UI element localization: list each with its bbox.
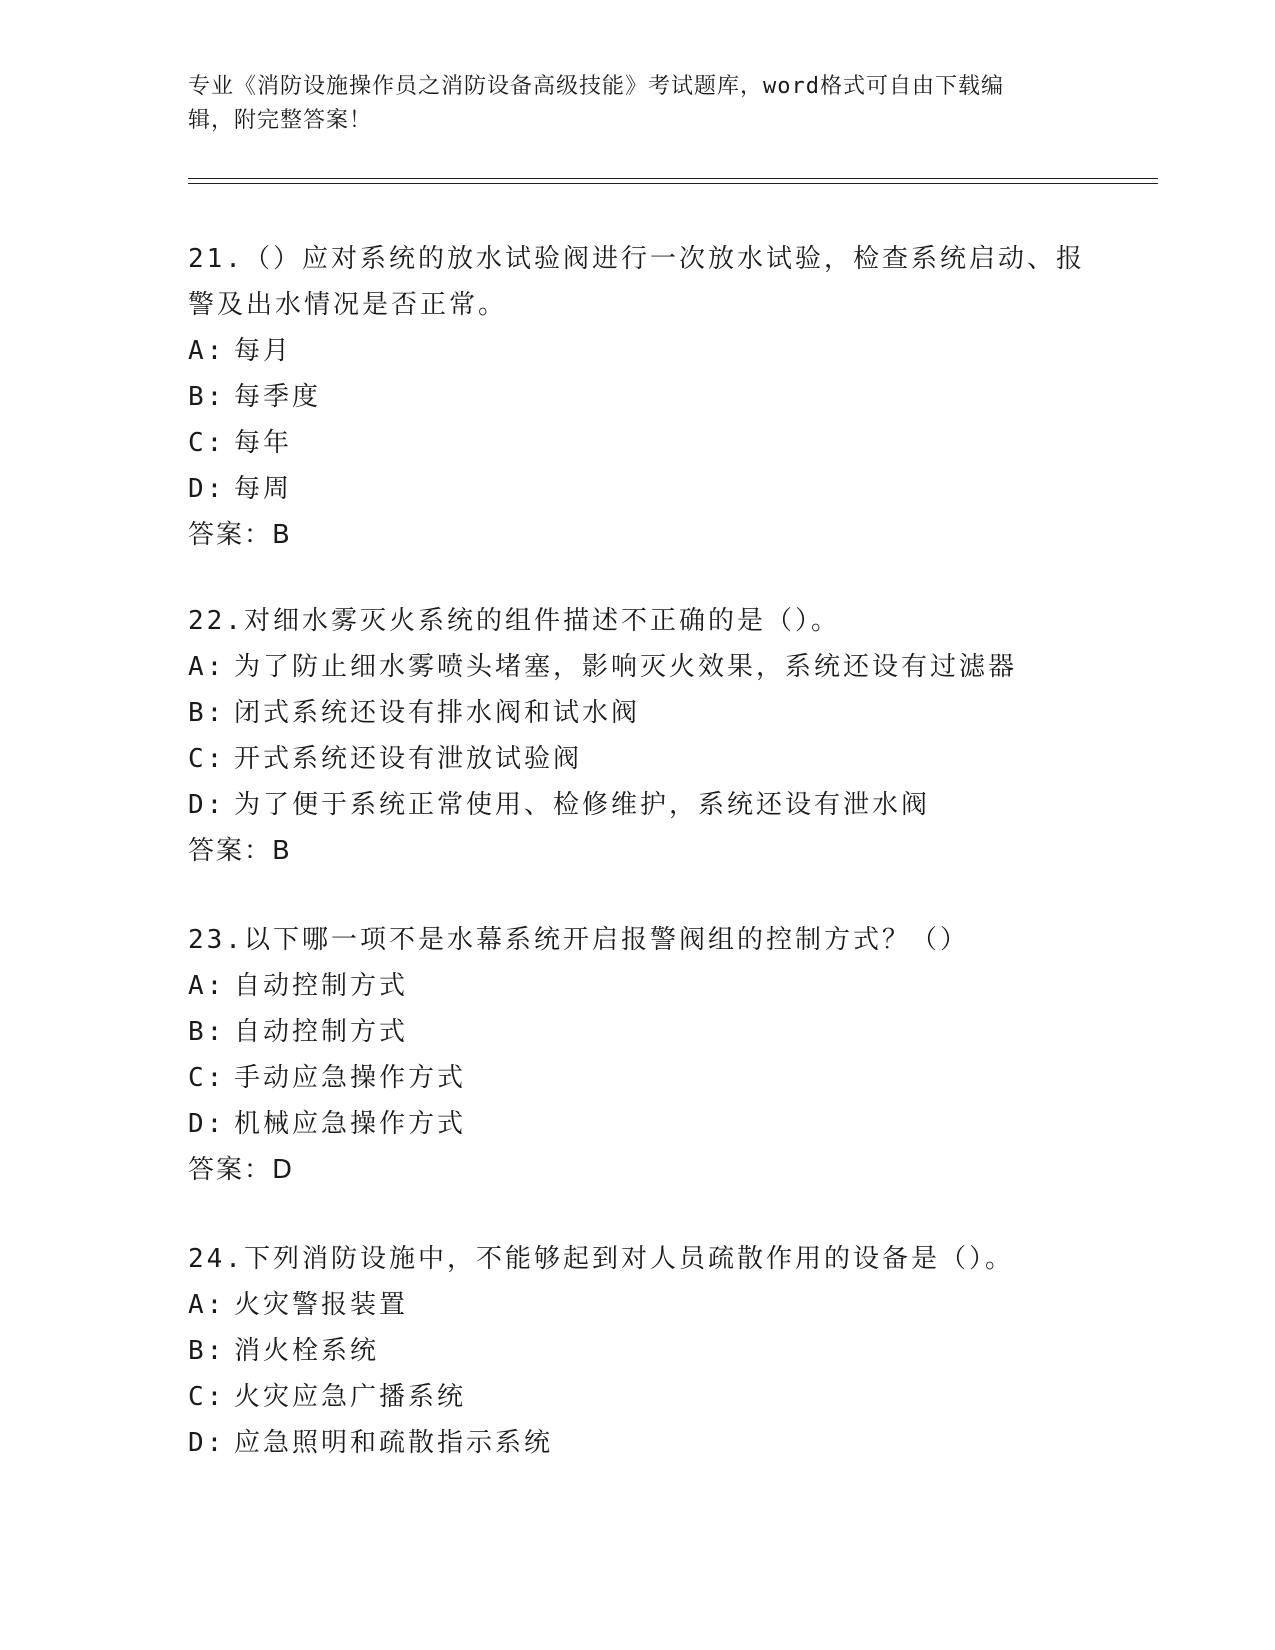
option-text: 每月 xyxy=(234,336,293,366)
option-key: A: xyxy=(188,336,226,366)
header-line-2: 辑，附完整答案！ xyxy=(188,108,373,133)
option-text: 机械应急操作方式 xyxy=(234,1109,467,1139)
answer-line: 答案：D xyxy=(188,1155,295,1185)
option-key: B: xyxy=(188,382,226,412)
option-c xyxy=(188,1055,1088,1101)
option-text: 每周 xyxy=(234,474,293,504)
option-c xyxy=(188,736,1088,782)
option-text: 为了便于系统正常使用、检修维护，系统还设有泄水阀 xyxy=(234,790,931,820)
option-text: 闭式系统还设有排水阀和试水阀 xyxy=(234,698,641,728)
option-b xyxy=(188,1328,1088,1374)
option-text: 每季度 xyxy=(234,382,322,412)
option-key: C: xyxy=(188,1063,226,1093)
option-key: D: xyxy=(188,474,226,504)
option-key: C: xyxy=(188,428,226,458)
option-key: A: xyxy=(188,652,226,682)
question-stem: 24.下列消防设施中，不能够起到对人员疏散作用的设备是（）。 xyxy=(188,1244,1014,1274)
option-text: 火灾应急广播系统 xyxy=(234,1382,467,1412)
option-c xyxy=(188,1374,1088,1420)
question-23 xyxy=(188,917,1088,1193)
document-header xyxy=(188,70,1068,138)
option-text: 应急照明和疏散指示系统 xyxy=(234,1428,554,1458)
answer-line: 答案：B xyxy=(188,836,292,866)
option-text: 自动控制方式 xyxy=(234,1017,409,1047)
question-22 xyxy=(188,598,1088,874)
question-24 xyxy=(188,1236,1088,1466)
option-a xyxy=(188,328,1088,374)
question-stem: 21.（）应对系统的放水试验阀进行一次放水试验，检查系统启动、报 xyxy=(188,244,1085,274)
option-key: B: xyxy=(188,1017,226,1047)
option-c xyxy=(188,420,1088,466)
option-d xyxy=(188,1420,1088,1466)
option-text: 火灾警报装置 xyxy=(234,1290,409,1320)
option-d xyxy=(188,782,1088,828)
question-21 xyxy=(188,236,1088,558)
option-key: D: xyxy=(188,1428,226,1458)
option-key: B: xyxy=(188,1336,226,1366)
header-divider-top xyxy=(188,178,1158,179)
header-line-1: 专业《消防设施操作员之消防设备高级技能》考试题库，word格式可自由下载编 xyxy=(188,74,1004,99)
header-divider-bottom xyxy=(188,183,1158,184)
question-stem-continued: 警及出水情况是否正常。 xyxy=(188,290,508,320)
option-key: A: xyxy=(188,1290,226,1320)
answer-line: 答案：B xyxy=(188,520,292,550)
option-b xyxy=(188,374,1088,420)
option-key: C: xyxy=(188,744,226,774)
option-key: B: xyxy=(188,698,226,728)
option-text: 每年 xyxy=(234,428,293,458)
option-key: A: xyxy=(188,971,226,1001)
option-b xyxy=(188,1009,1088,1055)
option-text: 消火栓系统 xyxy=(234,1336,380,1366)
option-b xyxy=(188,690,1088,736)
option-key: D: xyxy=(188,1109,226,1139)
option-a xyxy=(188,963,1088,1009)
option-a xyxy=(188,644,1088,690)
option-d xyxy=(188,1101,1088,1147)
question-stem: 23.以下哪一项不是水幕系统开启报警阀组的控制方式？（） xyxy=(188,925,969,955)
option-text: 为了防止细水雾喷头堵塞，影响灭火效果，系统还设有过滤器 xyxy=(234,652,1018,682)
option-d xyxy=(188,466,1088,512)
option-key: D: xyxy=(188,790,226,820)
option-text: 手动应急操作方式 xyxy=(234,1063,467,1093)
question-stem: 22.对细水雾灭火系统的组件描述不正确的是（）。 xyxy=(188,606,840,636)
option-text: 自动控制方式 xyxy=(234,971,409,1001)
option-key: C: xyxy=(188,1382,226,1412)
option-text: 开式系统还设有泄放试验阀 xyxy=(234,744,583,774)
option-a xyxy=(188,1282,1088,1328)
